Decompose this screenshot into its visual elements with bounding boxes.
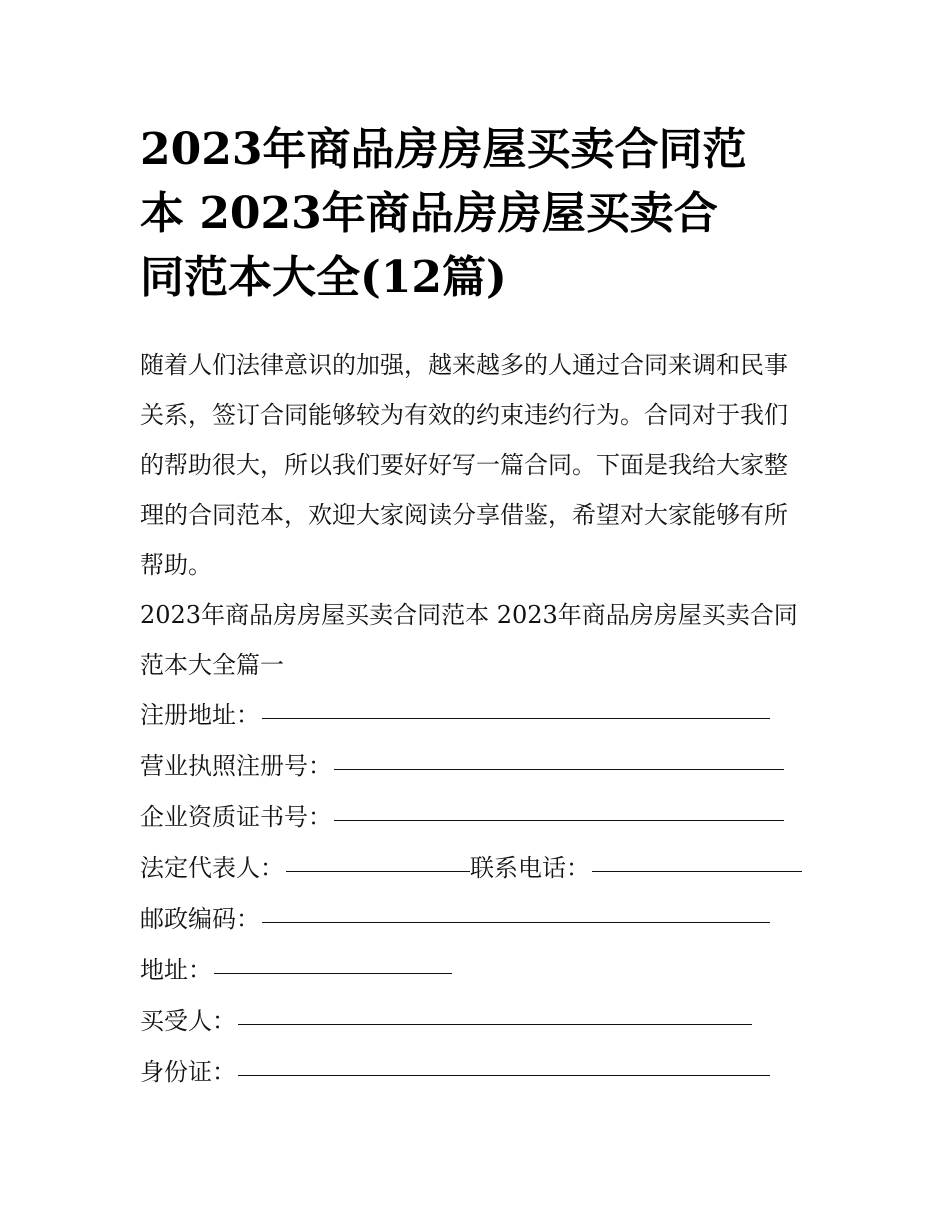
address-row (140, 945, 812, 996)
section-heading-line: 2023年商品房房屋买卖合同范本 2023年商品房房屋买卖合同 (140, 601, 798, 629)
intro-paragraph (140, 340, 812, 590)
id-card-blank[interactable] (238, 1045, 770, 1076)
intro-line: 理的合同范本，欢迎大家阅读分享借鉴，希望对大家能够有所 (140, 501, 788, 529)
title-line: 本 2023年商品房房屋买卖合 (140, 188, 718, 239)
document-title (140, 118, 812, 310)
business-license-label: 营业执照注册号： (140, 752, 332, 780)
address-label: 地址： (140, 956, 212, 984)
document-content (140, 118, 812, 1098)
postal-code-blank[interactable] (262, 892, 770, 923)
buyer-row (140, 996, 812, 1047)
qualification-cert-label: 企业资质证书号： (140, 803, 332, 831)
buyer-blank[interactable] (238, 994, 752, 1025)
form-fields (140, 690, 812, 1098)
registered-address-blank[interactable] (262, 688, 770, 719)
registered-address-row (140, 690, 812, 741)
postal-code-label: 邮政编码： (140, 905, 260, 933)
intro-line: 的帮助很大，所以我们要好好写一篇合同。下面是我给大家整 (140, 451, 788, 479)
qualification-cert-row (140, 792, 812, 843)
address-blank[interactable] (214, 943, 452, 974)
section-heading-line: 范本大全篇一 (140, 651, 284, 679)
legal-rep-blank[interactable] (286, 841, 470, 872)
qualification-cert-blank[interactable] (334, 790, 784, 821)
buyer-label: 买受人： (140, 1007, 236, 1035)
contact-phone-label: 联系电话： (470, 854, 590, 882)
section-heading (140, 590, 812, 690)
business-license-blank[interactable] (334, 739, 784, 770)
legal-rep-label: 法定代表人： (140, 854, 284, 882)
legal-rep-row (140, 843, 812, 894)
business-license-row (140, 741, 812, 792)
id-card-label: 身份证： (140, 1058, 236, 1086)
id-card-row (140, 1047, 812, 1098)
title-line: 同范本大全(12篇) (140, 252, 507, 303)
intro-line: 帮助。 (140, 551, 212, 579)
postal-code-row (140, 894, 812, 945)
title-line: 2023年商品房房屋买卖合同范 (140, 124, 747, 175)
contact-phone-blank[interactable] (592, 841, 802, 872)
intro-line: 关系，签订合同能够较为有效的约束违约行为。合同对于我们 (140, 401, 788, 429)
intro-line: 随着人们法律意识的加强，越来越多的人通过合同来调和民事 (140, 351, 788, 379)
registered-address-label: 注册地址： (140, 701, 260, 729)
